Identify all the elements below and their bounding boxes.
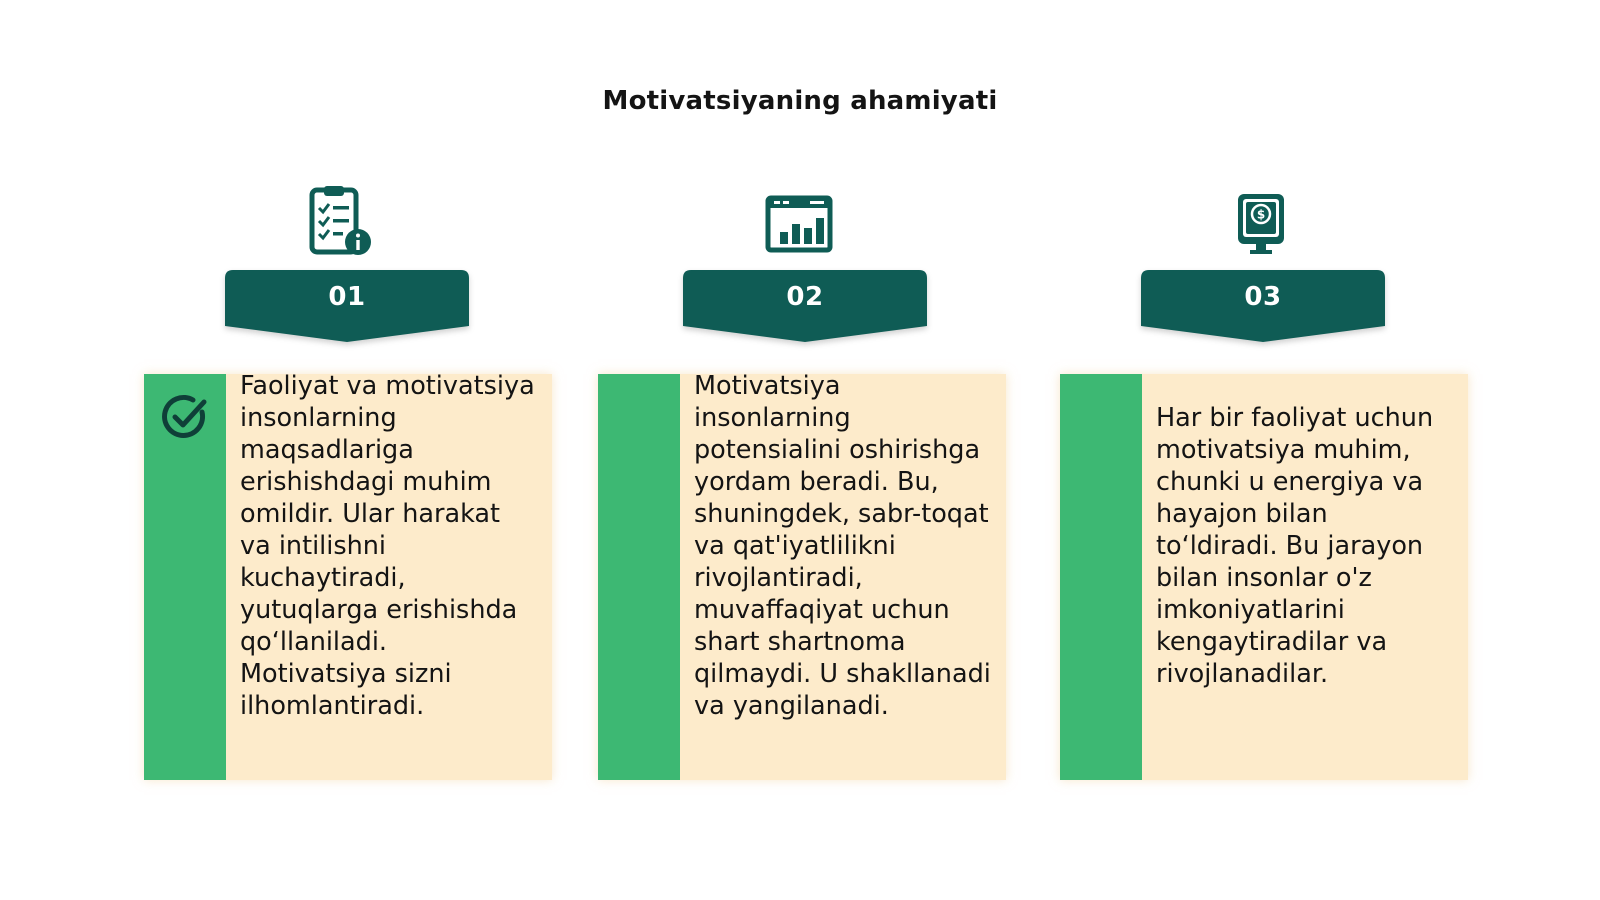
card-body	[680, 371, 1006, 780]
step-number: 03	[1244, 282, 1282, 312]
step-badge-01	[223, 268, 471, 350]
dollar-monitor-icon	[1222, 184, 1302, 260]
card-01	[144, 371, 552, 780]
step-number: 02	[786, 282, 824, 312]
clipboard-checklist-info-icon	[298, 184, 378, 260]
slide-title: Motivatsiyaning ahamiyati	[602, 86, 998, 116]
step-badge-03	[1139, 268, 1387, 350]
card-text: Har bir faoliyat uchun motivatsiya muhim, chunki u energiya va hayajon bilan to‘ldiradi. Bu jarayon bilan insonlar o'z imkoniyatlarini kengaytiradilar va rivojlanadilar.	[1156, 403, 1434, 689]
card-accent-bar	[1060, 374, 1142, 780]
card-accent-bar	[598, 374, 680, 780]
step-number: 01	[328, 282, 366, 312]
card-text: Faoliyat va motivatsiya insonlarning maqsadlariga erishishdagi muhim omildir. Ular harakat va intilishni kuchaytiradi, yutuqlarga erishishda qo‘llaniladi. Motivatsiya sizni ilhomlantiradi.	[240, 371, 535, 721]
card-body	[1142, 374, 1468, 780]
svg-text:$: $	[1256, 207, 1266, 222]
card-03	[1060, 374, 1468, 780]
step-badge-02	[681, 268, 929, 350]
card-02	[598, 371, 1006, 780]
card-accent-bar	[144, 374, 226, 780]
check-circle-icon	[162, 394, 208, 440]
bar-chart-window-icon	[760, 184, 840, 260]
card-text: Motivatsiya insonlarning potensialini oshirishga yordam beradi. Bu, shuningdek, sabr-toqat va qat'iyatlilikni rivojlantiradi, muvaffaqiyat uchun shart shartnoma qilmaydi. U shakllanadi va yangilanadi.	[694, 371, 991, 721]
card-body	[226, 371, 552, 780]
